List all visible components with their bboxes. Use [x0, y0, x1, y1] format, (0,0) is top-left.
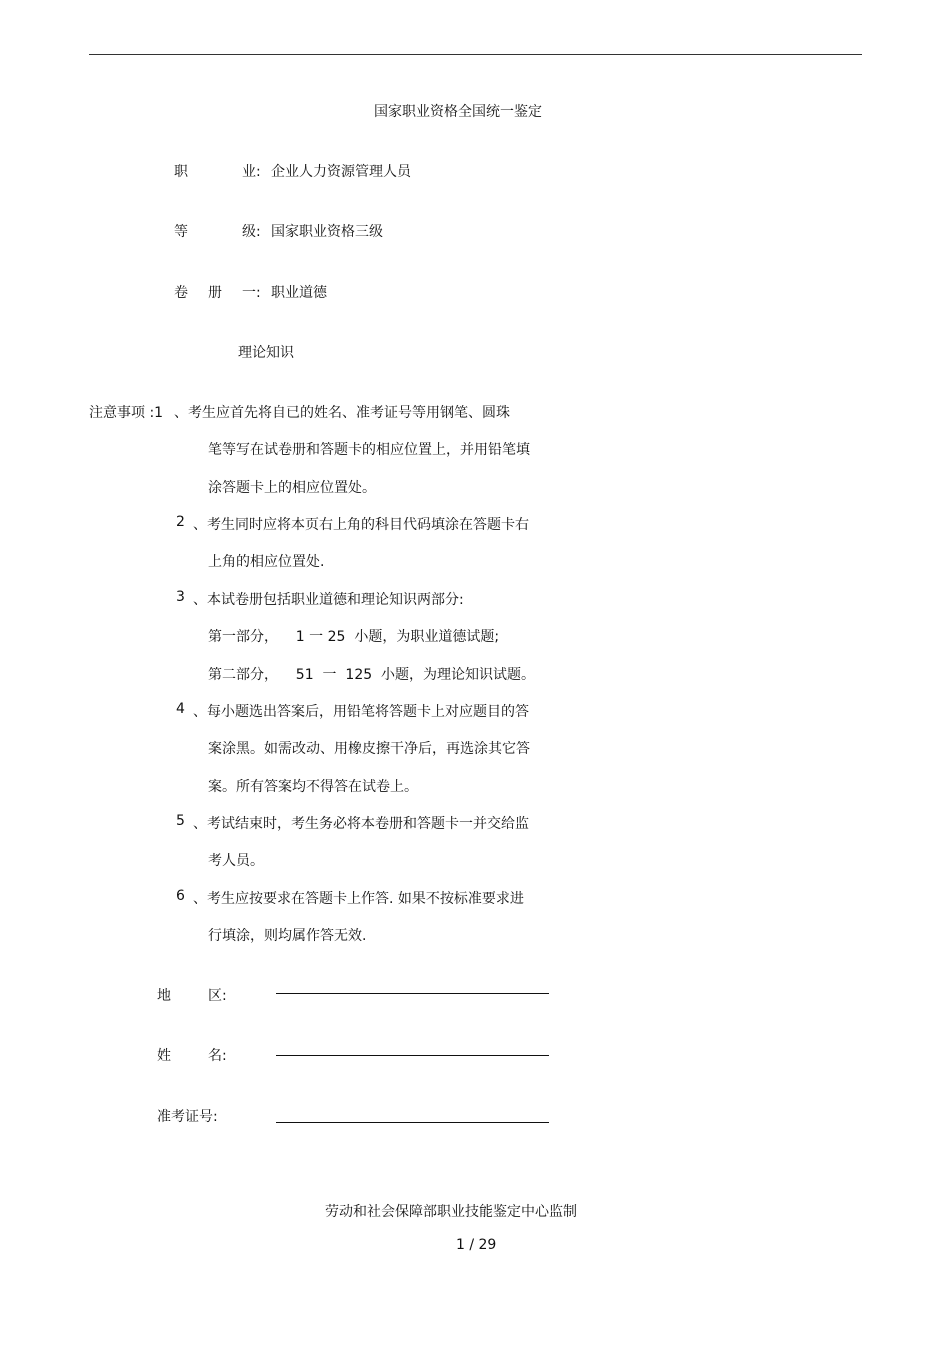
name-label: 姓	[157, 1048, 171, 1064]
region-label-2: 区:	[208, 988, 227, 1004]
volume-label: 卷	[174, 285, 188, 301]
note-line: 、考生应首先将自已的姓名、准考证号等用钢笔、圆珠	[174, 405, 510, 421]
note-line: 、考生同时应将本页右上角的科目代码填涂在答题卡右	[193, 517, 529, 533]
note-number: 2	[176, 514, 185, 530]
note-line: 考人员。	[208, 853, 264, 869]
document-title: 国家职业资格全国统一鉴定	[374, 104, 542, 120]
note-number: 6	[176, 888, 185, 904]
note-number: 5	[176, 813, 185, 829]
occupation-value: 企业人力资源管理人员	[271, 164, 411, 180]
ticket-number-blank-line[interactable]	[276, 1122, 549, 1123]
note-line: 案涂黑。如需改动、用橡皮擦干净后，再选涂其它答	[208, 741, 530, 757]
volume-label-mid: 册	[208, 285, 222, 301]
note-number: 3	[176, 589, 185, 605]
issuer-text: 劳动和社会保障部职业技能鉴定中心监制	[325, 1204, 577, 1220]
note-line: 上角的相应位置处.	[208, 554, 325, 570]
occupation-label: 职	[174, 164, 188, 180]
header-rule	[89, 54, 862, 55]
occupation-label-2: 业:	[242, 164, 261, 180]
note-line: 笔等写在试卷册和答题卡的相应位置上，并用铅笔填	[208, 442, 530, 458]
note-line: 、考试结束时，考生务必将本卷册和答题卡一并交给监	[193, 816, 529, 832]
note-line: 第一部分， 1 一 25 小题，为职业道德试题;	[208, 629, 500, 645]
region-blank-line[interactable]	[276, 993, 549, 994]
note-number: 4	[176, 701, 185, 717]
notes-label: 注意事项 :1	[89, 405, 164, 421]
level-label: 等	[174, 224, 188, 240]
region-label: 地	[157, 988, 171, 1004]
note-line: 、每小题选出答案后，用铅笔将答题卡上对应题目的答	[193, 704, 529, 720]
note-line: 、本试卷册包括职业道德和理论知识两部分:	[193, 592, 464, 608]
level-label-2: 级:	[242, 224, 261, 240]
note-line: 第二部分， 51 一 125 小题，为理论知识试题。	[208, 667, 536, 683]
page-number: 1 / 29	[456, 1237, 497, 1253]
volume-value: 职业道德	[271, 285, 327, 301]
note-line: 行填涂，则均属作答无效.	[208, 928, 367, 944]
name-blank-line[interactable]	[276, 1055, 549, 1056]
name-label-2: 名:	[208, 1048, 227, 1064]
note-line: 案。所有答案均不得答在试卷上。	[208, 779, 418, 795]
ticket-number-label: 准考证号:	[157, 1109, 218, 1125]
volume-value-2: 理论知识	[238, 345, 294, 361]
note-line: 、考生应按要求在答题卡上作答. 如果不按标准要求进	[193, 891, 524, 907]
volume-label-2: 一:	[242, 285, 261, 301]
note-line: 涂答题卡上的相应位置处。	[208, 480, 376, 496]
level-value: 国家职业资格三级	[271, 224, 383, 240]
